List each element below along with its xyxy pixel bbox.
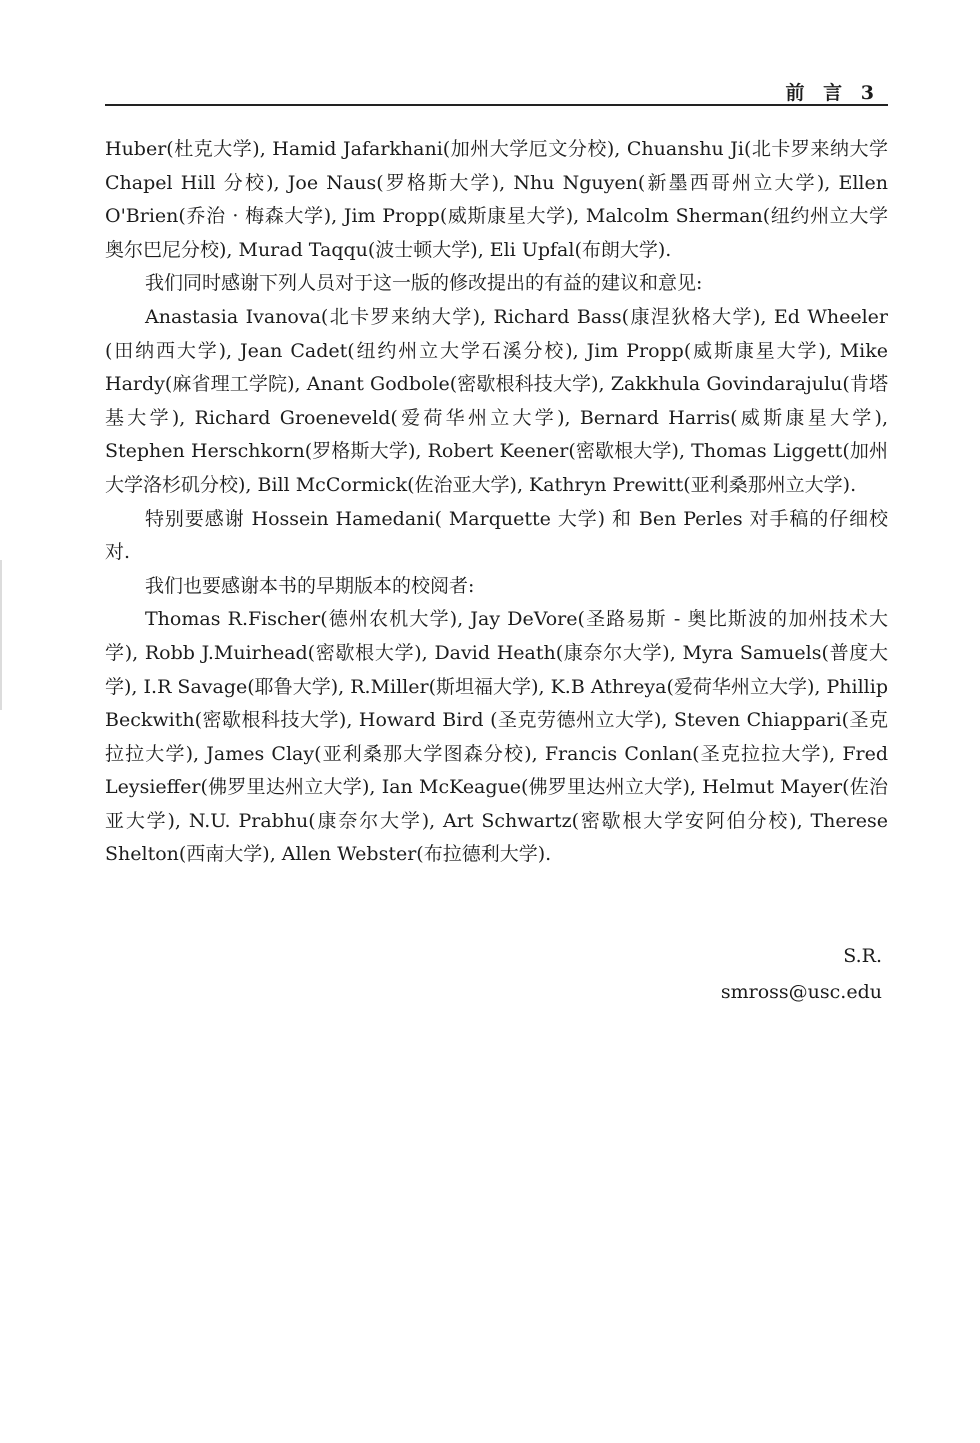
author-email: smross@usc.edu — [720, 981, 882, 1003]
paragraph-reviewers-list: Thomas R.Fischer(德州农机大学), Jay DeVore(圣路易斯 - 奥比斯波的加州技术大学), Robb J.Muirhead(密歇根大学), David Heath(康奈尔大学), Myra Samuels(普度大学), I.R Savage(耶鲁大学), R.Miller(斯坦福大学), K.B Athreya(爱荷华州立大学), Phillip Beckwith(密歇根科技大学), Howard Bird (圣克劳德州立大学), Steven Chiappari(圣克拉拉大学), James Clay(亚利桑那大学图森分校), Francis Conlan(圣克拉拉大学), Fred Leysieffer(佛罗里达州立大学), Ian McKeague(佛罗里达州立大学), Helmut Mayer(佐治亚大学), N.U. Prabhu(康奈尔大学), Art Schwartz(密歇根大学安阿伯分校), Therese Shelton(西南大学), Allen Webster(布拉德利大学). — [105, 608, 888, 866]
running-header — [105, 78, 888, 106]
author-initials: S.R. — [843, 945, 882, 967]
paragraph-special-thanks: 特别要感谢 Hossein Hamedani( Marquette 大学) 和 Ben Perles 对手稿的仔细校对. — [105, 507, 888, 564]
signature-block — [721, 938, 882, 1010]
paragraph-thanks-list: Anastasia Ivanova(北卡罗来纳大学), Richard Bass(康涅狄格大学), Ed Wheeler (田纳西大学), Jean Cadet(纽约州立大学石溪分校), Jim Propp(威斯康星大学), Mike Hardy(麻省理工学院), Anant Godbole(密歇根科技大学), Zakkhula Govindarajulu(肯塔基大学), Richard Groeneveld(爱荷华州立大学), Bernard Harris(威斯康星大学), Stephen Herschkorn(罗格斯大学), Robert Keener(密歇根大学), Thomas Liggett(加州大学洛杉矶分校), Bill McCormick(佐治亚大学), Kathryn Prewitt(亚利桑那州立大学). — [105, 305, 888, 496]
paragraph-acknowledgment-continued: Huber(杜克大学), Hamid Jafarkhani(加州大学厄文分校), Chuanshu Ji(北卡罗来纳大学 Chapel Hill 分校), Joe Naus(罗格斯大学), Nhu Nguyen(新墨西哥州立大学), Ellen O'Brien(乔治 · 梅森大学), Jim Propp(威斯康星大学), Malcolm Sherman(纽约州立大学奥尔巴尼分校), Murad Taqqu(波士顿大学), Eli Upfal(布朗大学). — [105, 138, 888, 261]
scan-margin-shadow — [0, 560, 2, 710]
body-text — [105, 133, 888, 872]
paragraph-reviewers-intro: 我们也要感谢本书的早期版本的校阅者: — [145, 574, 475, 597]
paragraph-thanks-intro: 我们同时感谢下列人员对于这一版的修改提出的有益的建议和意见: — [145, 272, 703, 295]
header-text: 前 言 3 — [785, 82, 880, 104]
